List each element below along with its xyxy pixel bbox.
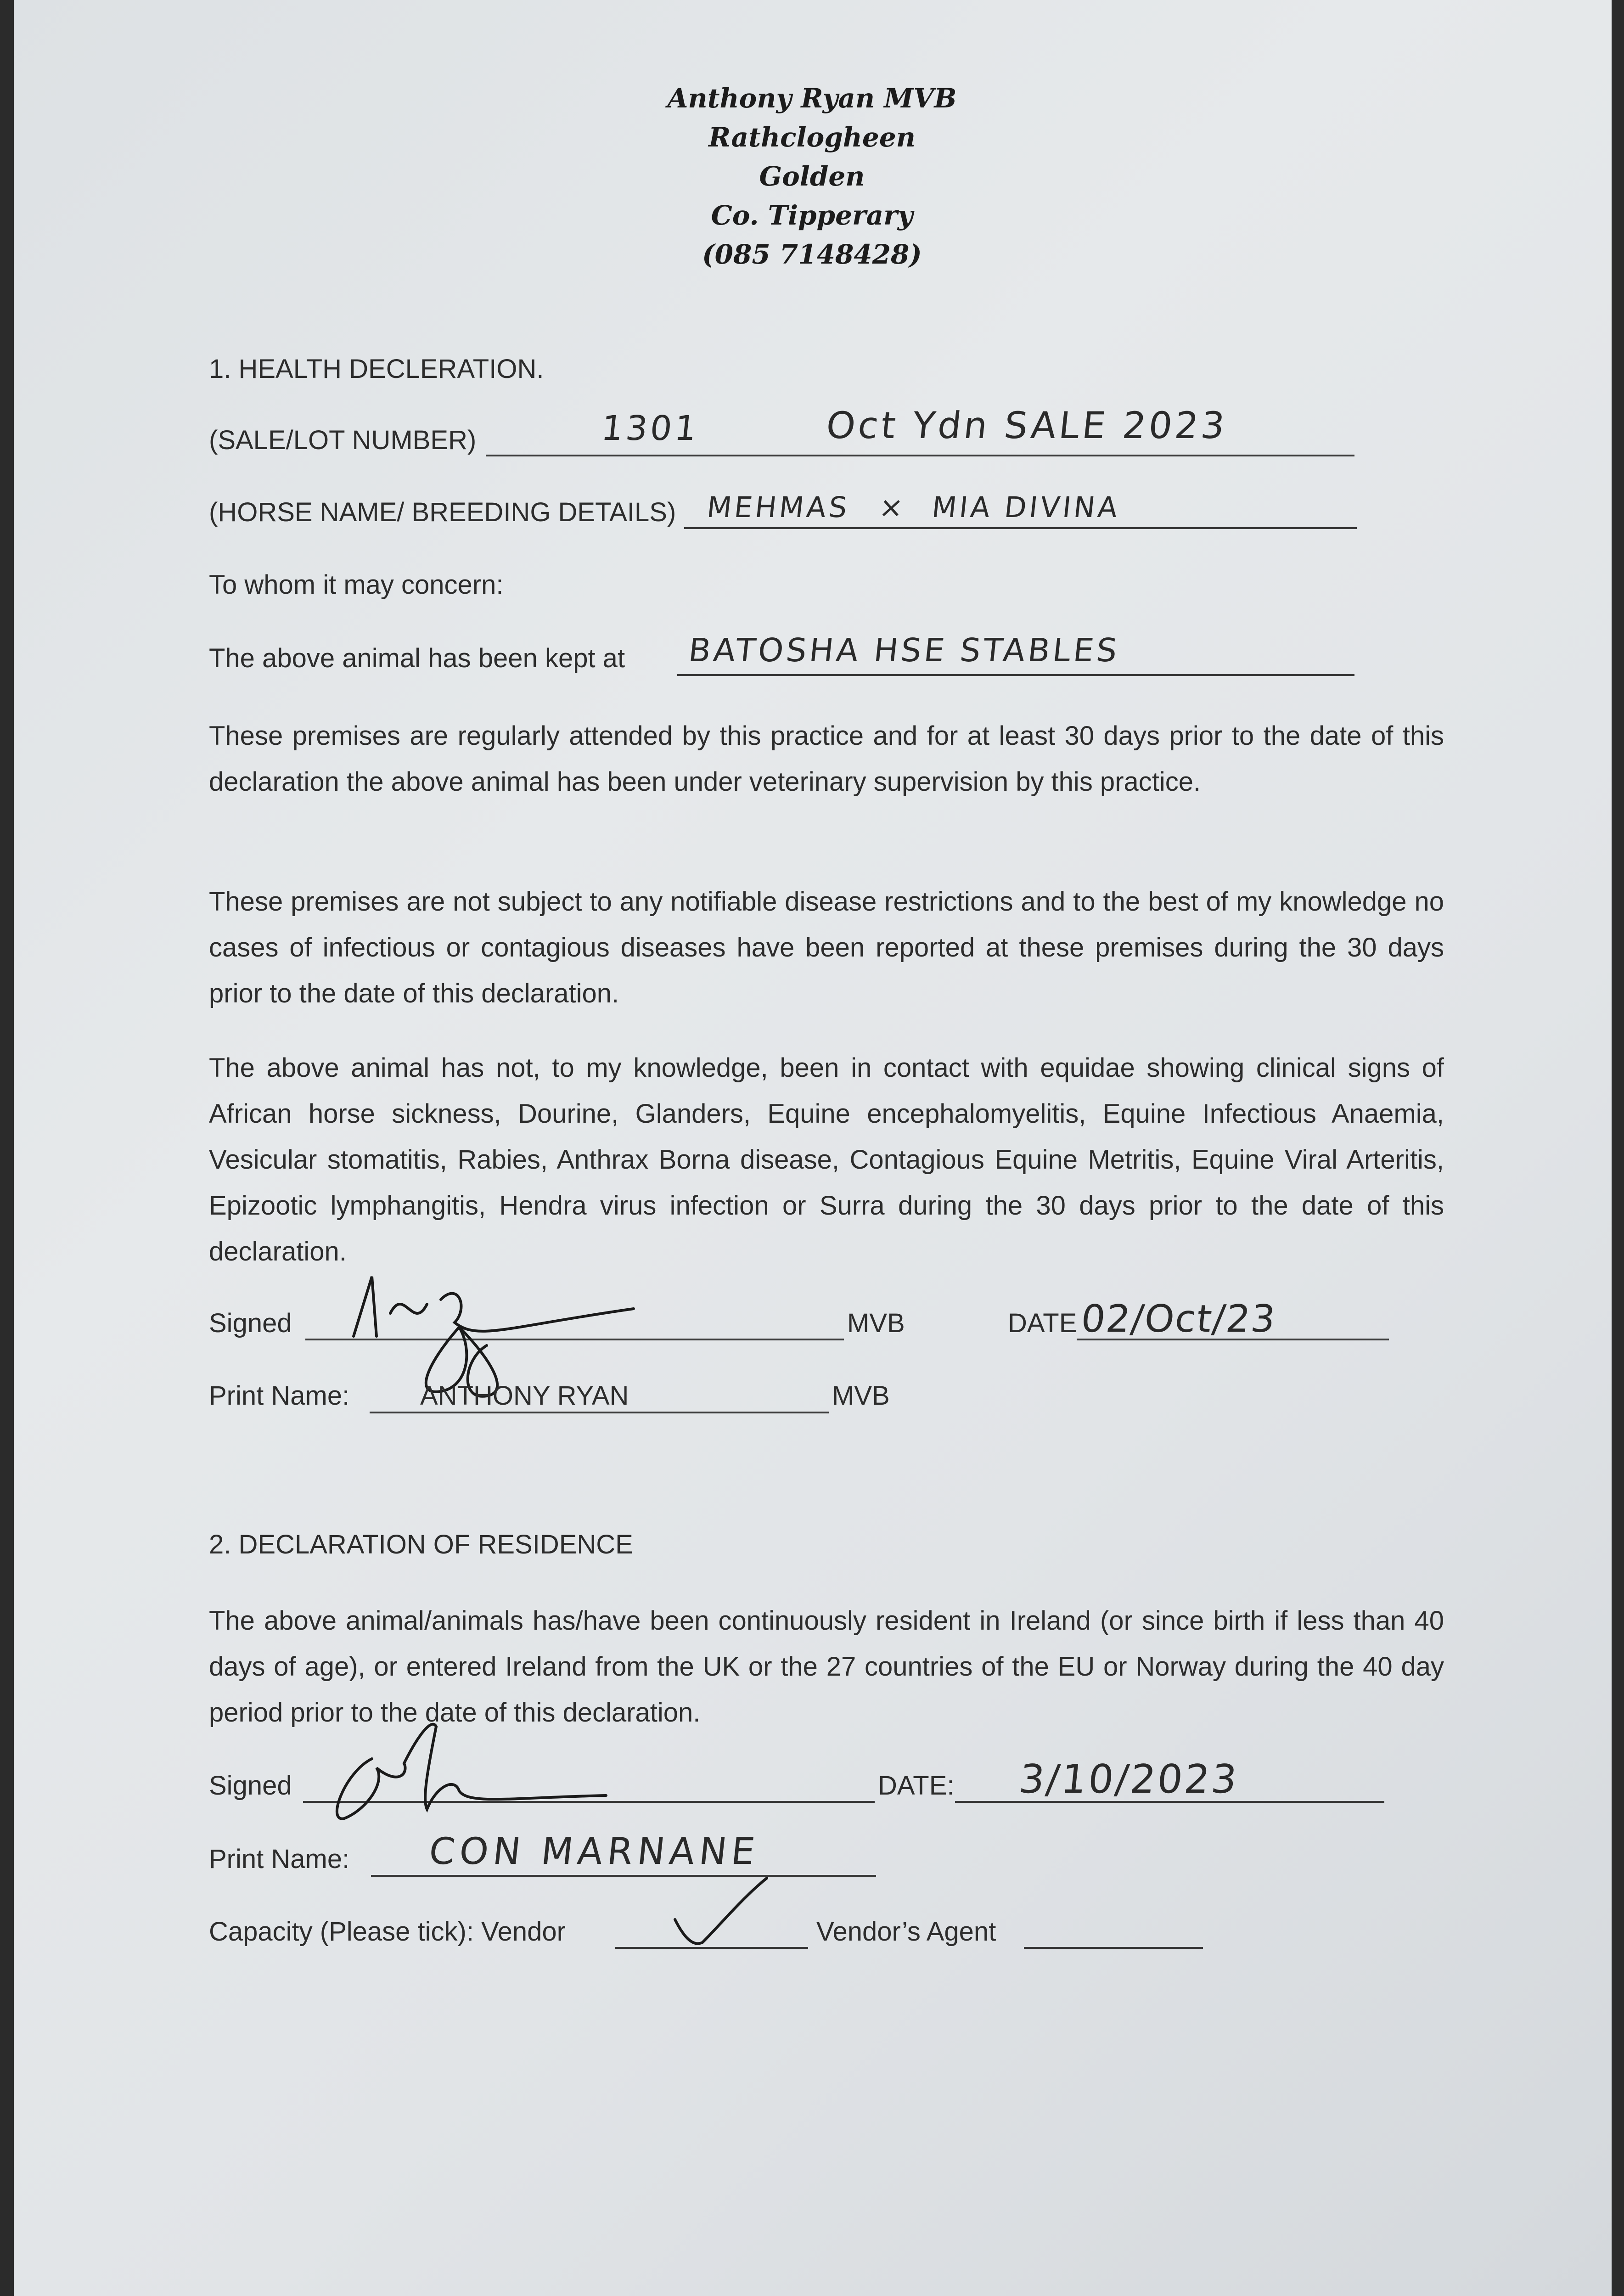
vet-mvb-suffix: MVB <box>847 1308 905 1338</box>
horse-details-field-line <box>684 527 1357 529</box>
vet-print-name-value: ANTHONY RYAN <box>420 1381 629 1411</box>
vet-date-value: 02/Oct/23 <box>1079 1297 1278 1341</box>
vendor-print-name-label: Print Name: <box>209 1844 350 1874</box>
kept-at-field-line <box>677 674 1354 676</box>
sale-lot-label: (SALE/LOT NUMBER) <box>209 425 477 455</box>
letterhead-phone: (085 7148428) <box>702 239 922 270</box>
vet-print-name-label: Print Name: <box>209 1381 350 1411</box>
paragraph-no-restrictions: These premises are not subject to any notifiable disease restrictions and to the best of my knowledge no cases of infectious or contagious diseases have been reported at these premises during the 30 days prior to the date of this declaration. <box>209 887 1444 1008</box>
letterhead-townland: Rathclogheen <box>708 122 916 153</box>
section1-title: 1. HEALTH DECLERATION. <box>209 354 544 384</box>
vendor-tick-icon <box>666 1869 776 1952</box>
signed-label-vendor: Signed <box>209 1771 292 1801</box>
horse-details-label: (HORSE NAME/ BREEDING DETAILS) <box>209 497 676 527</box>
letterhead-town: Golden <box>759 161 865 192</box>
vendor-date-label: DATE: <box>878 1771 955 1801</box>
vet-date-label: DATE <box>1008 1308 1077 1338</box>
capacity-label: Capacity (Please tick): Vendor <box>209 1917 566 1947</box>
salutation: To whom it may concern: <box>209 570 504 600</box>
vet-print-name-line <box>370 1412 829 1413</box>
vendor-print-name-line <box>371 1875 876 1877</box>
vendor-agent-label: Vendor’s Agent <box>816 1917 996 1947</box>
letterhead-name: Anthony Ryan MVB <box>667 83 957 114</box>
horse-dam: MIA DIVINA <box>930 490 1122 524</box>
sale-lot-field-line <box>486 455 1354 456</box>
vendor-agent-tick-line <box>1024 1947 1203 1949</box>
paragraph-residence: The above animal/animals has/have been continuously resident in Ireland (or since birth if less than 40 days of age), or entered Ireland from the UK or the 27 countries of the EU or Norway during the 40 day period prior to the date of this declaration. <box>209 1606 1444 1728</box>
sale-lot-number: 1301 <box>599 409 701 448</box>
section2-title: 2. DECLARATION OF RESIDENCE <box>209 1530 633 1559</box>
kept-at-value: BATOSHA HSE STABLES <box>686 631 1122 669</box>
signed-label-vet: Signed <box>209 1308 292 1338</box>
vendor-signature <box>317 1717 629 1828</box>
horse-cross: × <box>877 490 908 524</box>
kept-at-label: The above animal has been kept at <box>209 643 625 673</box>
vet-print-mvb-suffix: MVB <box>832 1381 890 1411</box>
horse-sire: MEHMAS <box>705 490 852 524</box>
paragraph-no-contact: The above animal has not, to my knowledge, been in contact with equidae showing clinical signs of African horse sickness, Dourine, Glanders, Equine encephalomyelitis, Equine Infectious Anaemia, Vesicular stomatitis, Rabies, Anthrax Borna disease, Contagious Equine Metritis, Equine Viral Arteritis, Epizootic lymphangitis, Hendra virus infection or Surra during the 30 days prior to the date of this declaration. <box>209 1053 1444 1266</box>
vendor-date-value: 3/10/2023 <box>1017 1756 1241 1802</box>
letterhead-county: Co. Tipperary <box>711 200 913 231</box>
paragraph-supervision: These premises are regularly attended by this practice and for at least 30 days prior to the date of this declaration the above animal has been under veterinary supervision by this practice. <box>209 721 1444 797</box>
vendor-print-name-value: CON MARNANE <box>427 1830 762 1873</box>
sale-name: Oct Ydn SALE 2023 <box>824 404 1230 447</box>
